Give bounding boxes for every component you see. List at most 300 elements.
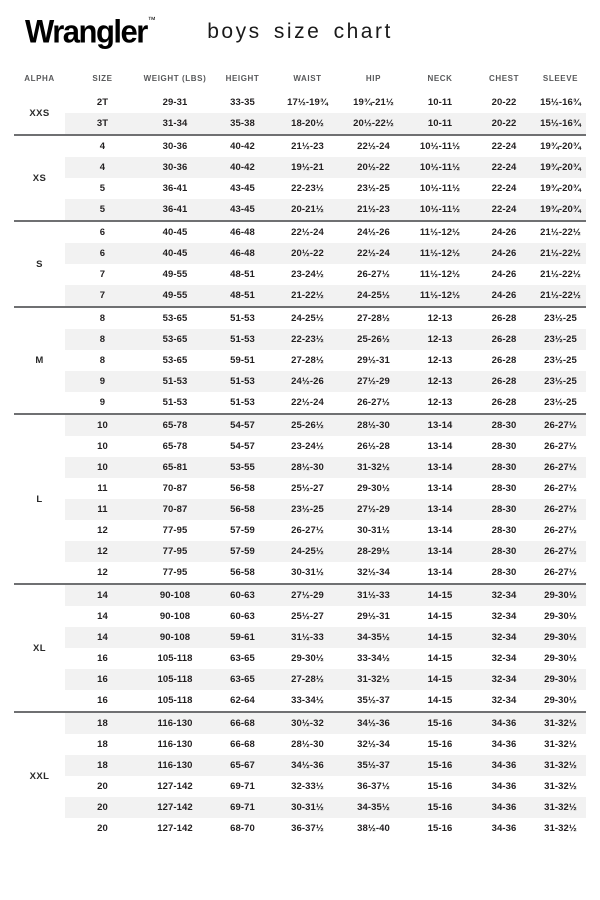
cell-sleeve: 29-30½	[544, 674, 577, 685]
cell-hip: 29-30½	[357, 483, 390, 494]
column-header-sleeve: SLEEVE	[542, 73, 579, 83]
alpha-group-label: XS	[32, 172, 47, 184]
cell-hip: 35½-37	[357, 695, 390, 706]
cell-waist: 22-23½	[291, 183, 324, 194]
cell-height: 60-63	[230, 590, 255, 601]
cell-waist: 20-21½	[291, 204, 324, 215]
cell-sleeve: 23½-25	[544, 397, 577, 408]
cell-size: 16	[97, 695, 108, 706]
cell-waist: 22-23½	[291, 334, 324, 345]
cell-hip: 29½-31	[357, 355, 390, 366]
cell-chest: 26-28	[491, 334, 517, 345]
alpha-group-label: M	[35, 355, 44, 366]
alpha-group-cell	[14, 585, 65, 711]
cell-sleeve: 26-27½	[544, 567, 577, 578]
cell-size: 9	[99, 397, 106, 408]
cell-sleeve: 26-27½	[544, 483, 577, 494]
cell-weight: 77-95	[162, 525, 188, 536]
table-row	[65, 541, 586, 562]
cell-chest: 28-30	[491, 546, 517, 557]
cell-sleeve: 26-27½	[544, 462, 577, 473]
cell-neck: 13-14	[427, 462, 453, 473]
cell-waist: 27½-29	[291, 590, 324, 601]
cell-neck: 13-14	[427, 441, 453, 452]
cell-size: 5	[99, 183, 106, 194]
table-row	[65, 285, 586, 306]
brand-name: Wrangler	[25, 13, 147, 50]
cell-sleeve: 21½-22½	[540, 290, 581, 301]
cell-neck: 12-13	[427, 376, 453, 387]
cell-sleeve: 21½-22½	[540, 248, 581, 259]
group-rows	[65, 136, 586, 220]
cell-chest: 28-30	[491, 504, 517, 515]
group-rows	[65, 308, 586, 413]
cell-sleeve: 26-27½	[544, 420, 577, 431]
column-header-row	[14, 70, 586, 86]
table-row	[65, 178, 586, 199]
cell-chest: 24-26	[491, 227, 517, 238]
table-row	[65, 243, 586, 264]
cell-hip: 34-35½	[357, 632, 390, 643]
cell-neck: 11½-12½	[419, 269, 461, 280]
cell-sleeve: 21½-22½	[540, 227, 581, 238]
cell-neck: 15-16	[427, 802, 453, 813]
cell-chest: 28-30	[491, 462, 517, 473]
cell-height: 66-68	[230, 739, 255, 750]
cell-chest: 34-36	[491, 718, 517, 729]
cell-sleeve: 19¾-20¾	[540, 141, 581, 152]
cell-weight: 53-65	[162, 313, 188, 324]
table-row	[65, 776, 586, 797]
cell-size: 8	[99, 334, 106, 345]
cell-weight: 51-53	[162, 376, 188, 387]
cell-height: 59-61	[230, 632, 255, 643]
table-row	[65, 713, 586, 734]
cell-weight: 105-118	[157, 695, 193, 706]
cell-size: 5	[99, 204, 106, 215]
cell-size: 7	[99, 269, 106, 280]
cell-chest: 32-34	[491, 590, 517, 601]
table-row	[65, 585, 586, 606]
cell-waist: 36-37½	[291, 823, 324, 834]
cell-neck: 14-15	[427, 653, 453, 664]
alpha-group-label: XXL	[29, 770, 50, 782]
cell-height: 46-48	[230, 248, 255, 259]
cell-weight: 70-87	[162, 504, 188, 515]
cell-height: 54-57	[230, 441, 255, 452]
cell-height: 46-48	[230, 227, 255, 238]
cell-size: 10	[97, 420, 108, 431]
cell-hip: 24½-26	[357, 227, 390, 238]
table-row	[65, 222, 586, 243]
table-row	[65, 669, 586, 690]
table-row	[65, 350, 586, 371]
cell-chest: 22-24	[491, 204, 517, 215]
cell-size: 16	[97, 653, 108, 664]
cell-sleeve: 23½-25	[544, 376, 577, 387]
table-row	[65, 690, 586, 711]
page-header	[0, 0, 600, 62]
table-row	[65, 627, 586, 648]
cell-height: 51-53	[230, 397, 255, 408]
cell-hip: 38½-40	[357, 823, 390, 834]
cell-neck: 14-15	[427, 674, 453, 685]
alpha-group-label: XXS	[29, 107, 50, 119]
cell-size: 4	[99, 162, 106, 173]
cell-height: 43-45	[230, 204, 255, 215]
cell-weight: 53-65	[162, 334, 188, 345]
cell-neck: 14-15	[427, 590, 453, 601]
cell-chest: 22-24	[491, 162, 517, 173]
table-row	[65, 734, 586, 755]
alpha-group-label: L	[36, 493, 43, 505]
cell-height: 48-51	[230, 290, 255, 301]
cell-chest: 34-36	[491, 802, 517, 813]
table-row	[65, 499, 586, 520]
table-row	[65, 562, 586, 583]
cell-size: 20	[97, 823, 108, 834]
cell-size: 20	[97, 802, 108, 813]
cell-waist: 21-22½	[291, 290, 324, 301]
cell-hip: 26½-28	[357, 441, 390, 452]
cell-size: 2T	[96, 97, 109, 108]
cell-hip: 28-29½	[357, 546, 390, 557]
cell-hip: 22½-24	[357, 248, 390, 259]
table-row	[65, 264, 586, 285]
table-row	[65, 308, 586, 329]
cell-weight: 29-31	[162, 97, 188, 108]
cell-sleeve: 23½-25	[544, 355, 577, 366]
cell-waist: 19½-21	[291, 162, 324, 173]
cell-sleeve: 31-32½	[544, 802, 577, 813]
cell-waist: 22½-24	[291, 227, 324, 238]
cell-chest: 26-28	[491, 313, 517, 324]
cell-sleeve: 31-32½	[544, 823, 577, 834]
cell-chest: 24-26	[491, 290, 517, 301]
cell-hip: 26-27½	[357, 269, 390, 280]
column-header-hip: HIP	[365, 73, 382, 83]
cell-height: 48-51	[230, 269, 255, 280]
cell-sleeve: 29-30½	[544, 590, 577, 601]
cell-chest: 28-30	[491, 567, 517, 578]
cell-hip: 36-37½	[357, 781, 390, 792]
group-rows	[65, 92, 586, 134]
cell-sleeve: 31-32½	[544, 739, 577, 750]
cell-neck: 10½-11½	[419, 162, 461, 173]
cell-waist: 31½-33	[291, 632, 324, 643]
cell-weight: 40-45	[162, 248, 188, 259]
group-rows	[65, 585, 586, 711]
cell-waist: 32-33½	[291, 781, 324, 792]
cell-chest: 26-28	[491, 376, 517, 387]
cell-hip: 31-32½	[357, 674, 390, 685]
cell-height: 51-53	[230, 376, 255, 387]
cell-size: 12	[97, 546, 108, 557]
table-row	[65, 818, 586, 839]
alpha-group-label: S	[36, 258, 43, 270]
cell-height: 33-35	[230, 97, 255, 108]
cell-size: 14	[97, 632, 108, 643]
cell-hip: 34½-36	[357, 718, 390, 729]
cell-neck: 10½-11½	[419, 183, 461, 194]
cell-waist: 24-25½	[291, 313, 324, 324]
cell-chest: 22-24	[491, 141, 517, 152]
cell-chest: 32-34	[491, 632, 517, 643]
cell-waist: 25-26½	[291, 420, 324, 431]
cell-chest: 26-28	[491, 397, 517, 408]
cell-waist: 23½-25	[291, 504, 324, 515]
cell-hip: 31-32½	[357, 462, 390, 473]
cell-chest: 28-30	[491, 441, 517, 452]
cell-chest: 26-28	[491, 355, 517, 366]
cell-height: 35-38	[230, 118, 255, 129]
cell-waist: 34½-36	[291, 760, 324, 771]
table-row	[65, 136, 586, 157]
cell-weight: 116-130	[157, 718, 193, 729]
cell-size: 3T	[96, 118, 109, 129]
cell-hip: 32½-34	[357, 739, 390, 750]
cell-waist: 30-31½	[291, 567, 324, 578]
cell-waist: 30½-32	[291, 718, 324, 729]
cell-hip: 20½-22	[357, 162, 390, 173]
table-row	[65, 157, 586, 178]
table-row	[65, 371, 586, 392]
column-headers	[65, 74, 586, 83]
cell-neck: 13-14	[427, 504, 453, 515]
cell-weight: 105-118	[157, 653, 193, 664]
cell-chest: 28-30	[491, 420, 517, 431]
cell-weight: 30-36	[162, 162, 188, 173]
alpha-group-cell	[14, 308, 65, 413]
cell-sleeve: 29-30½	[544, 632, 577, 643]
cell-hip: 31½-33	[357, 590, 390, 601]
cell-neck: 12-13	[427, 355, 453, 366]
alpha-group-xl	[14, 583, 586, 711]
cell-waist: 22½-24	[291, 397, 324, 408]
cell-waist: 25½-27	[291, 611, 324, 622]
cell-weight: 40-45	[162, 227, 188, 238]
column-header-weight: WEIGHT (LBS)	[143, 73, 207, 83]
cell-neck: 13-14	[427, 483, 453, 494]
cell-neck: 15-16	[427, 739, 453, 750]
cell-weight: 116-130	[157, 739, 193, 750]
cell-height: 69-71	[230, 781, 255, 792]
cell-waist: 27-28½	[291, 674, 324, 685]
cell-height: 56-58	[230, 483, 255, 494]
table-row	[65, 755, 586, 776]
cell-sleeve: 21½-22½	[540, 269, 581, 280]
cell-height: 62-64	[230, 695, 255, 706]
cell-neck: 14-15	[427, 611, 453, 622]
cell-weight: 70-87	[162, 483, 188, 494]
page-title: boys size chart	[207, 20, 393, 43]
cell-size: 16	[97, 674, 108, 685]
cell-waist: 20½-22	[291, 248, 324, 259]
table-row	[65, 199, 586, 220]
cell-hip: 29½-31	[357, 611, 390, 622]
cell-chest: 28-30	[491, 525, 517, 536]
cell-neck: 14-15	[427, 632, 453, 643]
cell-chest: 32-34	[491, 674, 517, 685]
table-row	[65, 457, 586, 478]
cell-neck: 15-16	[427, 781, 453, 792]
alpha-group-xxs	[14, 92, 586, 134]
cell-size: 18	[97, 739, 108, 750]
cell-hip: 22½-24	[357, 141, 390, 152]
cell-chest: 34-36	[491, 823, 517, 834]
cell-size: 8	[99, 355, 106, 366]
cell-neck: 11½-12½	[419, 290, 461, 301]
cell-weight: 116-130	[157, 760, 193, 771]
cell-size: 12	[97, 567, 108, 578]
cell-size: 20	[97, 781, 108, 792]
cell-height: 51-53	[230, 334, 255, 345]
alpha-group-label: XL	[33, 642, 46, 654]
cell-neck: 12-13	[427, 397, 453, 408]
alpha-group-l	[14, 413, 586, 583]
table-row	[65, 92, 586, 113]
cell-sleeve: 19¾-20¾	[540, 162, 581, 173]
cell-waist: 30-31½	[291, 802, 324, 813]
cell-neck: 11½-12½	[419, 248, 461, 259]
cell-hip: 34-35½	[357, 802, 390, 813]
size-chart-table	[14, 70, 586, 839]
cell-size: 7	[99, 290, 106, 301]
column-header-chest: CHEST	[488, 73, 520, 83]
cell-hip: 35½-37	[357, 760, 390, 771]
cell-weight: 51-53	[162, 397, 188, 408]
alpha-header-cell	[14, 74, 65, 83]
cell-size: 18	[97, 718, 108, 729]
cell-neck: 10-11	[427, 118, 453, 129]
cell-waist: 23-24½	[291, 441, 324, 452]
alpha-group-m	[14, 306, 586, 413]
cell-waist: 17½-19¾	[287, 97, 328, 108]
cell-neck: 10½-11½	[419, 141, 461, 152]
cell-hip: 24-25½	[357, 290, 390, 301]
cell-hip: 27½-29	[357, 504, 390, 515]
group-rows	[65, 222, 586, 306]
cell-chest: 34-36	[491, 781, 517, 792]
cell-height: 59-51	[230, 355, 255, 366]
cell-weight: 53-65	[162, 355, 188, 366]
cell-neck: 14-15	[427, 695, 453, 706]
cell-sleeve: 23½-25	[544, 334, 577, 345]
cell-neck: 11½-12½	[419, 227, 461, 238]
cell-weight: 65-78	[162, 441, 188, 452]
cell-size: 12	[97, 525, 108, 536]
cell-size: 8	[99, 313, 106, 324]
cell-height: 40-42	[230, 141, 255, 152]
cell-neck: 13-14	[427, 567, 453, 578]
cell-weight: 105-118	[157, 674, 193, 685]
table-row	[65, 436, 586, 457]
group-rows	[65, 415, 586, 583]
cell-height: 53-55	[230, 462, 255, 473]
cell-size: 14	[97, 590, 108, 601]
cell-sleeve: 29-30½	[544, 653, 577, 664]
cell-weight: 49-55	[162, 290, 188, 301]
cell-height: 40-42	[230, 162, 255, 173]
cell-weight: 90-108	[159, 611, 191, 622]
cell-hip: 32½-34	[357, 567, 390, 578]
cell-neck: 12-13	[427, 334, 453, 345]
cell-waist: 25½-27	[291, 483, 324, 494]
cell-chest: 32-34	[491, 695, 517, 706]
cell-weight: 31-34	[162, 118, 188, 129]
table-row	[65, 392, 586, 413]
cell-neck: 15-16	[427, 760, 453, 771]
cell-waist: 27-28½	[291, 355, 324, 366]
cell-sleeve: 31-32½	[544, 718, 577, 729]
cell-weight: 36-41	[162, 204, 188, 215]
cell-sleeve: 19¾-20¾	[540, 204, 581, 215]
cell-size: 11	[97, 504, 108, 515]
cell-height: 54-57	[230, 420, 255, 431]
cell-sleeve: 31-32½	[544, 781, 577, 792]
cell-waist: 24½-26	[291, 376, 324, 387]
cell-neck: 13-14	[427, 525, 453, 536]
cell-neck: 12-13	[427, 313, 453, 324]
cell-height: 56-58	[230, 567, 255, 578]
cell-height: 56-58	[230, 504, 255, 515]
cell-height: 65-67	[230, 760, 255, 771]
cell-size: 11	[97, 483, 108, 494]
cell-chest: 20-22	[491, 118, 517, 129]
alpha-group-cell	[14, 136, 65, 220]
cell-weight: 65-78	[162, 420, 188, 431]
cell-chest: 20-22	[491, 97, 517, 108]
column-header-waist: WAIST	[293, 73, 322, 83]
cell-hip: 28½-30	[357, 420, 390, 431]
cell-sleeve: 23½-25	[544, 313, 577, 324]
cell-neck: 15-16	[427, 718, 453, 729]
cell-waist: 28½-30	[291, 462, 324, 473]
alpha-group-cell	[14, 222, 65, 306]
cell-height: 66-68	[230, 718, 255, 729]
cell-neck: 13-14	[427, 546, 453, 557]
cell-waist: 18-20½	[291, 118, 324, 129]
cell-weight: 30-36	[162, 141, 188, 152]
cell-sleeve: 26-27½	[544, 525, 577, 536]
cell-neck: 10½-11½	[419, 204, 461, 215]
cell-size: 9	[99, 376, 106, 387]
cell-chest: 22-24	[491, 183, 517, 194]
cell-weight: 90-108	[159, 590, 191, 601]
table-row	[65, 329, 586, 350]
cell-waist: 26-27½	[291, 525, 324, 536]
cell-hip: 19¾-21½	[353, 97, 394, 108]
cell-weight: 77-95	[162, 546, 188, 557]
cell-height: 69-71	[230, 802, 255, 813]
cell-height: 68-70	[230, 823, 255, 834]
cell-hip: 26-27½	[357, 397, 390, 408]
cell-chest: 34-36	[491, 739, 517, 750]
alpha-group-cell	[14, 713, 65, 839]
table-row	[65, 606, 586, 627]
column-header-size: SIZE	[92, 73, 113, 83]
cell-chest: 24-26	[491, 269, 517, 280]
table-body	[14, 92, 586, 839]
table-row	[65, 415, 586, 436]
alpha-group-xxl	[14, 711, 586, 839]
cell-waist: 21½-23	[291, 141, 324, 152]
cell-neck: 13-14	[427, 420, 453, 431]
trademark-symbol: ™	[147, 15, 156, 25]
cell-waist: 29-30½	[291, 653, 324, 664]
cell-sleeve: 29-30½	[544, 611, 577, 622]
cell-sleeve: 26-27½	[544, 546, 577, 557]
